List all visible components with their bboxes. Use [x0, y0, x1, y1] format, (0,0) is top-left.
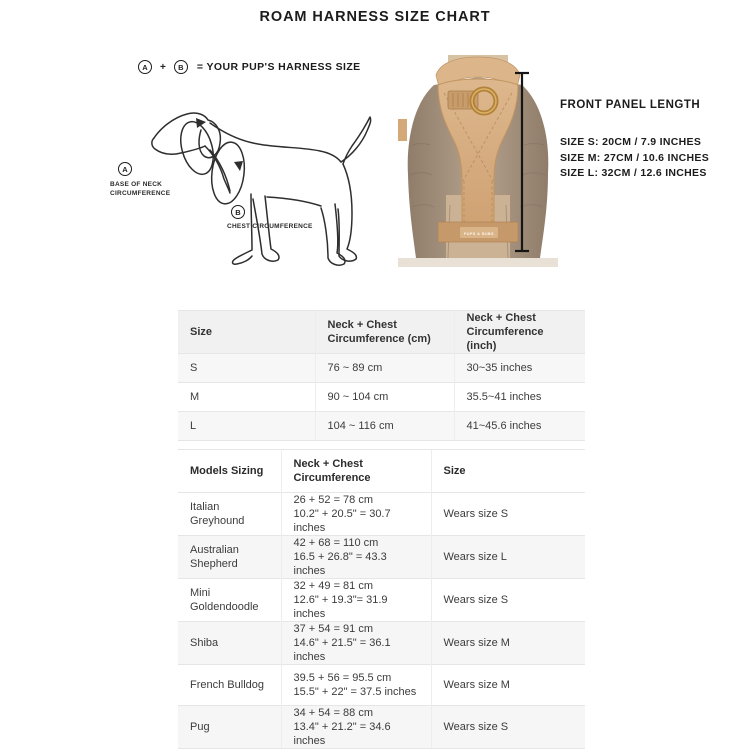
table-header-row	[178, 450, 585, 493]
cell-cm: 32 + 49 = 81 cm	[293, 580, 373, 592]
size-chart-table	[178, 310, 585, 441]
harness-size-formula	[138, 60, 361, 74]
cell-measurements	[281, 579, 431, 622]
cell-wears-size: Wears size S	[431, 579, 585, 622]
front-panel-length-values	[560, 135, 750, 182]
cell-measurements	[281, 665, 431, 706]
dog-muzzle-line	[152, 138, 205, 154]
table-row	[178, 622, 585, 665]
front-panel-length-title: FRONT PANEL LENGTH	[560, 99, 701, 111]
diagram-a-caption-line1: BASE OF NECK	[110, 181, 163, 188]
cell-wears-size: Wears size S	[431, 706, 585, 749]
header-circumference-cm: Neck + Chest Circumference (cm)	[315, 311, 454, 354]
cell-cm: 90 ~ 104 cm	[315, 383, 454, 412]
measure-a-badge: A	[138, 60, 152, 74]
table-row	[178, 383, 585, 412]
table-row	[178, 493, 585, 536]
dog-belly-line	[267, 197, 321, 206]
header-models-sizing: Models Sizing	[178, 450, 281, 493]
models-sizing-table	[178, 449, 585, 749]
header-size: Size	[178, 311, 315, 354]
header-size: Size	[431, 450, 585, 493]
diagram-b-badge: B	[231, 205, 245, 219]
side-strap-tab	[398, 119, 407, 141]
cell-measurements	[281, 706, 431, 749]
cell-wears-size: Wears size M	[431, 622, 585, 665]
cell-inch: 15.5" + 22" = 37.5 inches	[293, 686, 417, 698]
diagram-a-badge: A	[118, 162, 132, 176]
cell-wears-size: Wears size L	[431, 536, 585, 579]
brand-label-text: PUPS & BUBS	[463, 232, 495, 236]
front-panel-size-l: SIZE L: 32CM / 12.6 INCHES	[560, 167, 707, 179]
chest-measure-arrow	[234, 161, 243, 171]
diagram-a-caption-line2: CIRCUMFERENCE	[110, 190, 171, 197]
cell-cm: 39.5 + 56 = 95.5 cm	[293, 672, 392, 684]
table-row	[178, 536, 585, 579]
table-row	[178, 706, 585, 749]
dog-measurement-diagram	[100, 103, 410, 278]
formula-text: = YOUR PUP'S HARNESS SIZE	[196, 61, 361, 73]
front-panel-length-block	[560, 99, 750, 182]
floor-strip	[398, 258, 558, 267]
cell-inch: 10.2" + 20.5" = 30.7 inches	[293, 508, 391, 534]
cell-inch: 13.4" + 21.2" = 34.6 inches	[293, 721, 391, 747]
dog-tail-line	[341, 117, 371, 164]
table-row	[178, 665, 585, 706]
cell-model: French Bulldog	[178, 665, 281, 706]
dog-hind-leg-rear	[338, 164, 356, 261]
cell-cm: 76 ~ 89 cm	[315, 354, 454, 383]
dog-hind-leg-front	[321, 204, 345, 265]
diagram-a-caption	[110, 180, 170, 198]
cell-model: Italian Greyhound	[178, 493, 281, 536]
cell-model: Australian Shepherd	[178, 536, 281, 579]
table-row	[178, 412, 585, 441]
table-row	[178, 354, 585, 383]
cell-cm: 26 + 52 = 78 cm	[293, 494, 373, 506]
cell-inch: 41~45.6 inches	[454, 412, 585, 441]
page-title: ROAM HARNESS SIZE CHART	[259, 9, 491, 25]
cell-inch: 35.5~41 inches	[454, 383, 585, 412]
cell-model: Pug	[178, 706, 281, 749]
cell-inch: 30~35 inches	[454, 354, 585, 383]
cell-size: S	[178, 354, 315, 383]
cell-cm: 37 + 54 = 91 cm	[293, 623, 373, 635]
cell-inch: 12.6" + 19.3"= 31.9 inches	[293, 594, 388, 620]
cell-inch: 14.6" + 21.5" = 36.1 inches	[293, 637, 391, 663]
harness-photo	[398, 55, 558, 267]
cell-measurements	[281, 536, 431, 579]
cell-wears-size: Wears size M	[431, 665, 585, 706]
cell-model: Shiba	[178, 622, 281, 665]
table-header-row	[178, 311, 585, 354]
cell-size: M	[178, 383, 315, 412]
diagram-b-caption: CHEST CIRCUMFERENCE	[227, 223, 313, 230]
table-row	[178, 579, 585, 622]
cell-cm: 34 + 54 = 88 cm	[293, 707, 373, 719]
chest-measure-ellipse	[208, 140, 247, 205]
header-circumference: Neck + Chest Circumference	[281, 450, 431, 493]
cell-cm: 104 ~ 116 cm	[315, 412, 454, 441]
cell-wears-size: Wears size S	[431, 493, 585, 536]
front-panel-size-s: SIZE S: 20CM / 7.9 INCHES	[560, 136, 702, 148]
cell-inch: 16.5 + 26.8" = 43.3 inches	[293, 551, 387, 577]
measure-b-badge: B	[174, 60, 188, 74]
cell-measurements	[281, 493, 431, 536]
harness-photo-illustration	[398, 55, 558, 267]
cell-model: Mini Goldendoodle	[178, 579, 281, 622]
front-panel-size-m: SIZE M: 27CM / 10.6 INCHES	[560, 151, 710, 164]
cell-measurements	[281, 622, 431, 665]
cell-size: L	[178, 412, 315, 441]
cell-cm: 42 + 68 = 110 cm	[293, 537, 379, 549]
plus-sign: +	[160, 61, 166, 73]
header-circumference-inch: Neck + Chest Circumference (inch)	[454, 311, 585, 354]
